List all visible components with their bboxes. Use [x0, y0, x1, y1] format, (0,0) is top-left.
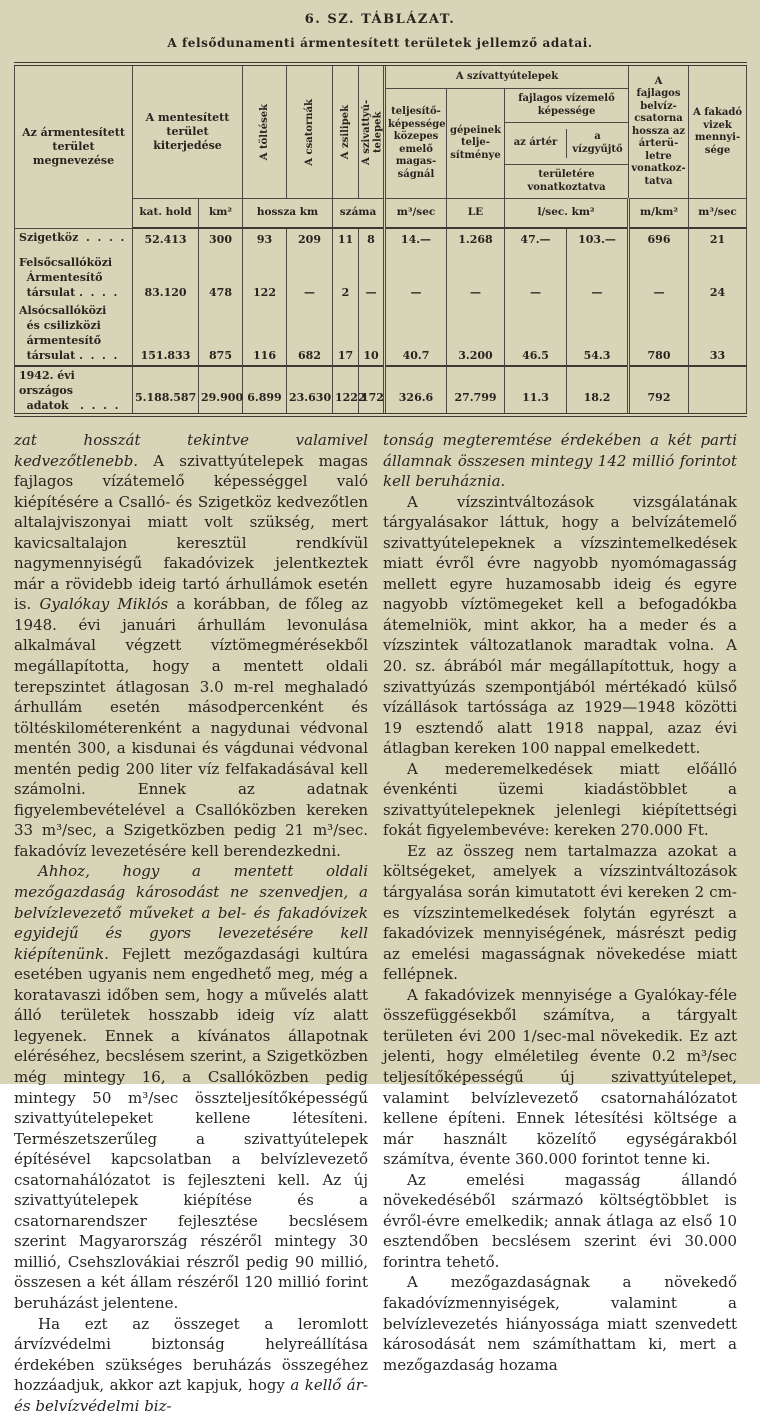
data-cell: 300	[199, 228, 243, 254]
data-cell: 8	[359, 228, 385, 254]
paragraph	[383, 1272, 737, 1375]
data-cell: 27.799	[447, 366, 505, 415]
col-header-canals-label: A csatornák	[303, 98, 315, 166]
text-segment: A vízszintváltozások vizsgálatának tárgyalásakor láttuk, hogy a belvízátemelő szivattyútelepeknek a vízszintemelkedések miatt évről évre nagyobb nyomómagasság mellett egyre huzamosabb ideig és egyre nagyobb víztömegeket kell a befogadókba átemelniök, mint akkor, ha a meder és a vízszintek változatlanok maradtak volna. A 20. sz. ábrából már megállapítottuk, hogy a szivattyúzás szempontjából mértékadó külső vízállások tartóssága az 1929—1948 közötti 19 esztendő alatt 1918 nappal, azaz évi átlagban kereken 100 nappal emelkedett.	[383, 492, 737, 758]
italic-text-segment: zat hosszát tekintve valamivel kedvezőtlenebb.	[14, 431, 368, 470]
col-header-capacity: teljesítőképessége közepes emelő magasságnál	[385, 89, 447, 199]
col-header-drain-density: A fajlagos belvízcsatorna hossza az árterületre vonatkoztatva	[629, 64, 689, 199]
italic-text-segment: tonság megteremtése érdekében a két parti államnak összesen mintegy 142 millió forintot kell beruháznia.	[383, 431, 737, 491]
text-segment: Ha ezt az összeget a leromlott árvízvédelmi biztonság helyreállítása érdekében szükséges beruházás összegéhez hozzáadjuk, akkor azt kapjuk, hogy	[14, 1314, 368, 1395]
paragraph	[14, 430, 368, 861]
data-cell: 780	[629, 302, 689, 366]
unit-m3-sec: m³/sec	[385, 199, 447, 229]
row-label: 1942. évi országos adatok . . . .	[15, 366, 133, 415]
data-table	[14, 62, 747, 417]
col-header-machine-output: gépeinek teljesítménye	[447, 89, 505, 199]
unit-m-km2: m/km²	[629, 199, 689, 229]
col-header-canals	[287, 64, 333, 199]
col-header-specific-lift	[505, 89, 629, 199]
col-header-seepage: A fakadó vizek mennyisége	[689, 64, 747, 199]
col-header-extent-group: A mentesített terület kiterjedése	[133, 64, 243, 199]
data-cell: 172	[359, 366, 385, 415]
data-cell: 209	[287, 228, 333, 254]
data-cell: 103.—	[567, 228, 629, 254]
unit-kat-hold: kat. hold	[133, 199, 199, 229]
col-header-pump-stations-label: A szivattyútelepek	[361, 99, 384, 165]
text-segment: A szivattyútelepek magas fajlagos vízátemelő képességgel való kiépítésére a Csalló- és Szigetköz kedvezőtlen altalajviszonyai miatt volt szükség, mert kavicsaltalajon keresztül rendkívül nagymennyiségű fakadóvizek jelentkeztek már a rövidebb ideig tartó árhullámok esetén is.	[14, 451, 368, 614]
text-segment: A mederemelkedések miatt előálló évenkénti üzemi kiadástöbblet a szivattyútelepeknek jelenlegi kiépítettségi fokát figyelembevéve: kereken 270.000 Ft.	[383, 759, 737, 840]
data-cell: 875	[199, 302, 243, 366]
data-cell: —	[287, 254, 333, 302]
data-cell: 83.120	[133, 254, 199, 302]
data-cell: 23.630	[287, 366, 333, 415]
table-row	[15, 228, 747, 254]
text-segment: Fejlett mezőgazdasági kultúra esetében ugyanis nem engedhető meg, még a koratavaszi időben sem, hogy a művelés alatt álló területek hosszabb ideig víz alatt legyenek. Ennek a kívánatos állapotnak eléréséhez, becslésem szerint, a Szigetközben még mintegy 16, a Csallóközben pedig mintegy 50 m³/sec összteljesítőképességű szivattyútelepeket kellene létesíteni. Természetszerűleg a szivattyútelepek építésével kapcsolatban a belvízlevezető csatornahálózatot is fejleszteni kell. Az új szivattyútelepek kiépítése és a csatornarendszer fejlesztése becslésem szerint Magyarország részéről mintegy 30 millió, Csehszlovákiai részről pedig 90 millió, összesen a két állam részéről 120 millió forint beruházást jelentene.	[14, 944, 368, 1312]
text-segment: Az emelési magasság állandó növekedéséből származó költségtöbblet is évről-évre emelkedik; annak átlaga az első 10 esztendőben becslésem szerint évi 30.000 forintra tehető.	[383, 1170, 737, 1271]
article-body	[14, 430, 746, 1416]
unit-length-km: hossza km	[243, 199, 333, 229]
data-cell: 21	[689, 228, 747, 254]
row-label: Felsőcsallóközi Ármentesítő társulat . . . .	[15, 254, 133, 302]
data-cell: 6.899	[243, 366, 287, 415]
col-header-levees	[243, 64, 287, 199]
col-group-pumps: A szívattyútelepek	[385, 64, 629, 89]
data-cell: 54.3	[567, 302, 629, 366]
text-segment: a korábban, de főleg az 1948. évi januári árhullám levonulása alkalmával végzett víztömegmérésekből megállapította, hogy a mentett oldali terepszintet átlagosan 3.0 m-rel meghaladó árhullám esetén másodpercenként és töltéskilométerenként a nagydunai védvonal mentén 300, a kisdunai és vágdunai védvonal mentén pedig 200 liter víz felfakadásával kell számolni. Ennek az adatnak figyelembevételével a Csallóközben kereken 33 m³/sec, a Szigetközben pedig 21 m³/sec. fakadóvíz levezetésére kell berendezkedni.	[14, 595, 369, 860]
table-row	[15, 366, 747, 415]
data-cell: 11	[333, 228, 359, 254]
paragraph	[383, 841, 737, 985]
data-cell: —	[385, 254, 447, 302]
data-cell: 40.7	[385, 302, 447, 366]
italic-text-segment: Ahhoz, hogy a mentett oldali mezőgazdaság károsodást ne szenvedjen, a belvízlevezető műveket a bel- és fakadóvizek egyidejű és gyors levezetésére kell kiépítenünk.	[14, 862, 368, 963]
text-column-right	[383, 430, 737, 1416]
data-cell: 682	[287, 302, 333, 366]
specific-lift-catchment: a vízgyűjtő	[572, 131, 623, 155]
data-cell: 93	[243, 228, 287, 254]
row-label: Szigetköz . . . .	[15, 228, 133, 254]
paragraph	[14, 1314, 368, 1416]
specific-lift-footer: területére vonatkoztatva	[505, 164, 628, 198]
table-row	[15, 254, 747, 302]
table-caption: A felsődunamenti ármentesített területek jellemző adatai.	[167, 36, 593, 50]
specific-lift-floodplain: az ártér	[505, 129, 567, 158]
data-cell: 24	[689, 254, 747, 302]
data-cell: 46.5	[505, 302, 567, 366]
specific-lift-title: fajlagos vízemelő képessége	[505, 89, 628, 123]
data-cell: 792	[629, 366, 689, 415]
text-segment: A mezőgazdaságnak a növekedő fakadóvízmennyiségek, valamint a belvízlevezetés hiányossága miatt szenvedett károsodását nem számíthattam ki, mert a mezőgazdaság hozama	[383, 1273, 737, 1374]
paragraph	[383, 430, 737, 492]
data-cell: 478	[199, 254, 243, 302]
data-cell: 11.3	[505, 366, 567, 415]
data-cell: —	[567, 254, 629, 302]
col-header-levees-label: A töltések	[258, 103, 270, 161]
data-cell: 696	[629, 228, 689, 254]
text-column-left	[14, 430, 368, 1416]
paragraph	[383, 759, 737, 841]
table-body	[15, 228, 747, 415]
data-cell: 151.833	[133, 302, 199, 366]
data-cell: —	[629, 254, 689, 302]
unit-lsec-km2: l/sec. km²	[505, 199, 629, 229]
page-title: 6. SZ. TÁBLÁZAT.	[304, 12, 456, 27]
data-cell: 326.6	[385, 366, 447, 415]
paragraph	[383, 985, 737, 1170]
italic-text-segment: a kellő ár- és belvízvédelmi biz-	[14, 1376, 368, 1415]
unit-km2: km²	[199, 199, 243, 229]
data-cell: —	[505, 254, 567, 302]
unit-le: LE	[447, 199, 505, 229]
data-cell: —	[359, 254, 385, 302]
col-header-sluices	[333, 64, 359, 199]
col-header-pump-stations	[359, 64, 385, 199]
italic-text-segment: Gyalókay Miklós	[39, 595, 169, 614]
data-cell: 1.268	[447, 228, 505, 254]
data-cell: 3.200	[447, 302, 505, 366]
data-cell	[689, 366, 747, 415]
data-cell: 10	[359, 302, 385, 366]
table-row	[15, 302, 747, 366]
data-cell: 116	[243, 302, 287, 366]
col-header-area-name: Az ármentesített terület megnevezése	[15, 64, 133, 228]
paragraph	[383, 1170, 737, 1273]
text-segment: A fakadóvizek mennyisége a Gyalókay-féle összefüggésekből számítva, a tárgyalt területen évi 200 1/sec-mal növekedik. Ez azt jelenti, hogy elméletileg évente 0.2 m³/sec teljesítőképességű új szivattyútelepet, valamint belvízlevezető csatornahálózatot kellene építeni. Ennek létesítési költsége a már használt közelítő egységárakból számítva, évente 360.000 forintot tenne ki.	[383, 985, 737, 1169]
col-header-sluices-label: A zsilipek	[339, 104, 351, 160]
unit-seepage-m3-sec: m³/sec	[689, 199, 747, 229]
data-cell: 29.900	[199, 366, 243, 415]
data-cell: —	[447, 254, 505, 302]
text-segment: Ez az összeg nem tartalmazza azokat a költségeket, amelyek a vízszintváltozások tárgyalása során kimutatott évi kereken 2 cm-es vízszintemelkedések folytán egyrészt a fakadóvizek mennyiségének, másrészt pedig az emelési magasságnak növekedése miatt fellépnek.	[383, 841, 737, 984]
data-cell: 122	[243, 254, 287, 302]
data-cell: 17	[333, 302, 359, 366]
data-cell: 33	[689, 302, 747, 366]
unit-count: száma	[333, 199, 385, 229]
data-cell: 47.—	[505, 228, 567, 254]
data-cell: 2	[333, 254, 359, 302]
data-cell: 14.—	[385, 228, 447, 254]
data-cell: 18.2	[567, 366, 629, 415]
data-cell: 52.413	[133, 228, 199, 254]
specific-lift-split	[505, 123, 628, 164]
data-cell: 5.188.587	[133, 366, 199, 415]
paragraph	[14, 861, 368, 1313]
data-cell: 1222	[333, 366, 359, 415]
row-label: Alsócsallóközi és csilizközi ármentesítő társulat . . . .	[15, 302, 133, 366]
paragraph	[383, 492, 737, 759]
